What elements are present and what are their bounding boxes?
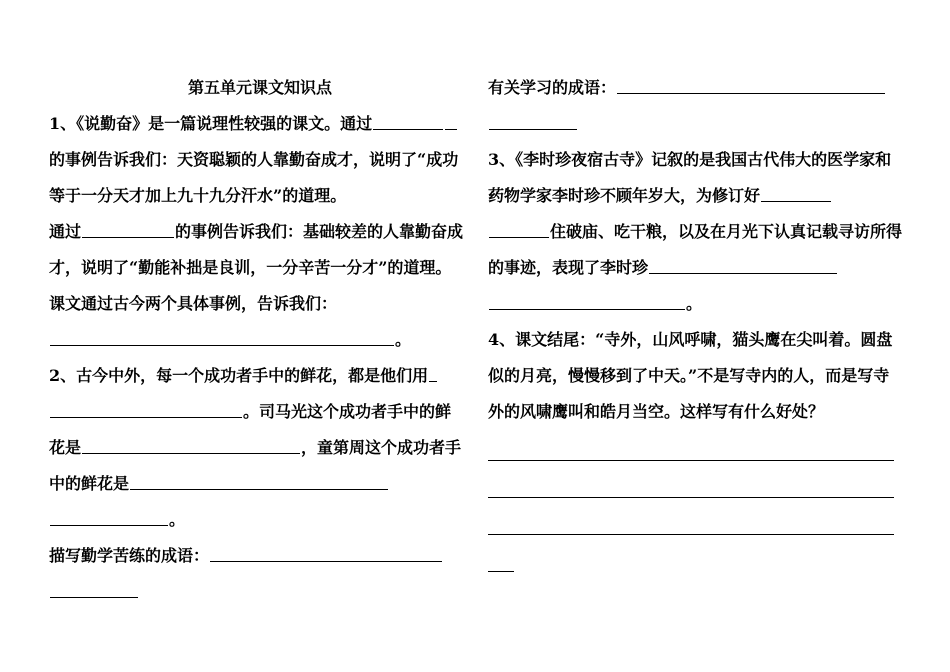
q4-answer-line-4[interactable] bbox=[488, 545, 514, 572]
q3-blank-2-cont[interactable] bbox=[489, 293, 685, 310]
question-2 bbox=[49, 358, 465, 538]
q2-text-c: ，童第周这个成功者手中的鲜花是 bbox=[49, 438, 462, 493]
q3-blank-1[interactable] bbox=[761, 185, 831, 202]
page-title: 第五单元课文知识点 bbox=[187, 78, 332, 97]
q3-text-b: 住破庙、吃干粮，以及在月光下认真记载寻访所得的事迹，表现了李时珍 bbox=[488, 222, 903, 277]
idioms-diligence-label: 描写勤学苦练的成语： bbox=[49, 546, 210, 565]
q4-answer-line-2[interactable] bbox=[488, 471, 894, 498]
idioms-diligence bbox=[49, 538, 465, 610]
q2-blank-3[interactable] bbox=[130, 473, 388, 490]
q2-text-b: 。司马光这个成功者手中的鲜花是 bbox=[49, 402, 452, 457]
q4-answer-line-3[interactable] bbox=[488, 508, 894, 535]
q3-blank-2[interactable] bbox=[649, 257, 837, 274]
q4-text: 4、课文结尾：“寺外，山风呼啸，猫头鹰在尖叫着。圆盘似的月亮，慢慢移到了中天。”不是写寺内的人，而是写寺外的风啸鹰叫和皓月当空。这样写有什么好处？ bbox=[488, 330, 893, 421]
q1-text-c: 通过 bbox=[49, 222, 82, 241]
q1-blank-2[interactable] bbox=[82, 221, 174, 238]
idioms-diligence-blank[interactable] bbox=[210, 545, 442, 562]
left-column bbox=[49, 70, 465, 610]
idioms-study-label: 有关学习的成语： bbox=[488, 78, 617, 97]
idioms-diligence-blank-cont[interactable] bbox=[50, 581, 138, 598]
q4-answer-line-1[interactable] bbox=[488, 434, 894, 461]
q3-text-a: 3、《李时珍夜宿古寺》记叙的是我国古代伟大的医学家和药物学家李时珍不顾年岁大，为修订好 bbox=[488, 150, 892, 205]
q1-blank-1[interactable] bbox=[373, 113, 443, 130]
question-4 bbox=[488, 322, 902, 430]
right-column bbox=[488, 70, 902, 582]
q2-blank-3-cont[interactable] bbox=[50, 509, 168, 526]
q2-blank-1[interactable] bbox=[429, 365, 437, 382]
idioms-study-blank[interactable] bbox=[617, 77, 885, 94]
q2-blank-2[interactable] bbox=[82, 437, 300, 454]
q2-text-d: 。 bbox=[169, 510, 186, 529]
q1-text-d: 的事例告诉我们：基础较差的人靠勤奋成才，说明了“勤能补拙是良训，一分辛苦一分才”的道理。课文通过古今两个具体事例，告诉我们： bbox=[49, 222, 464, 313]
q1-blank-3[interactable] bbox=[50, 329, 394, 346]
idioms-study-blank-cont[interactable] bbox=[489, 113, 577, 130]
question-3 bbox=[488, 142, 902, 322]
q3-text-c: 。 bbox=[686, 294, 703, 313]
q4-answer-area bbox=[488, 434, 902, 572]
q2-text-a: 2、古今中外，每一个成功者手中的鲜花，都是他们用 bbox=[49, 366, 429, 385]
q1-text-a: 1、《说勤奋》是一篇说理性较强的课文。通过 bbox=[49, 114, 373, 133]
q1-blank-1-cont[interactable] bbox=[445, 113, 457, 130]
q2-blank-1-cont[interactable] bbox=[50, 401, 242, 418]
q3-blank-1-cont[interactable] bbox=[489, 221, 549, 238]
q1-text-e: 。 bbox=[395, 330, 412, 349]
question-1 bbox=[49, 106, 465, 358]
q1-text-b: 的事例告诉我们：天资聪颖的人靠勤奋成才，说明了“成功等于一分天才加上九十九分汗水”的道理。 bbox=[49, 150, 459, 205]
idioms-study bbox=[488, 70, 902, 142]
